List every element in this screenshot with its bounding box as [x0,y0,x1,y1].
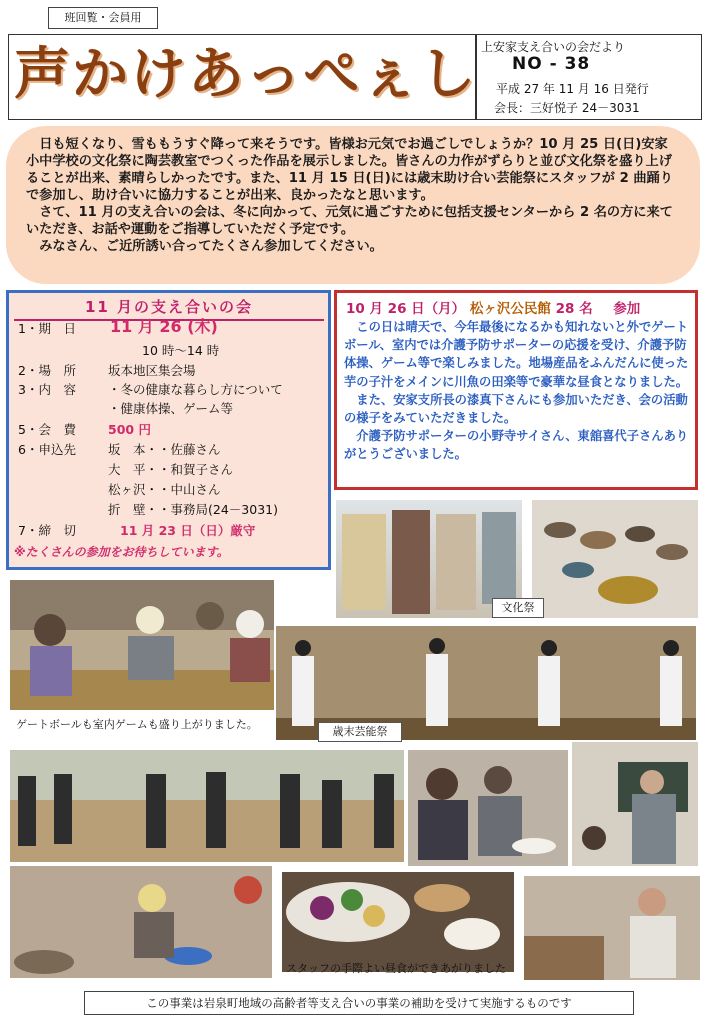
meeting-title: 11 月の支え合いの会 [14,296,324,321]
gateball-illustration [10,750,404,862]
report-paragraph-1: この日は晴天で、今年最後になるかも知れないと外でゲートボール、室内では介護予防サポーターの応援を受け、介護予防体操、ゲーム等で楽しみました。地場産品をふんだんに使った芋の子汁をメインに川魚の田楽等で豪華な昼食となりました。 [344,320,689,389]
label-culture-festival: 文化祭 [492,598,544,618]
intro-paragraph-1: 日も短くなり、雪ももうすぐ降って来そうです。皆様お元気でお過ごしでしょうか？10 月 25 日(日)安家小中学校の文化祭に陶芸教室でつくった作品を展示しました。皆さんの力作がずらりと並び文化祭を盛り上げることが出来、素晴らしかったです。また、11 月 15 日(日)には歳末助け合い芸能祭にスタッフが 2 曲踊りで参加し、助け合いに協力することが出来、良かったなと思います。 [26,137,673,203]
speaker-illustration [572,742,698,866]
pottery-illustration [532,500,698,618]
culture-festival-pottery-photo [532,500,698,618]
kitchen-staff-photo [524,876,700,980]
footer-funding-notice: この事業は岩泉町地域の高齢者等支え合いの事業の補助を受けて実施するものです [84,991,634,1015]
kitchen-staff-illustration [524,876,700,980]
report-paragraph-3: 介護予防サポーターの小野寺サイさん、東舘喜代子さんありがとうございました。 [344,429,689,462]
issue-date: 平成 27 年 11 月 16 日発行 [496,82,649,96]
newsletter-title: 声かけあっぺぇし [14,42,478,107]
report-body [344,318,692,464]
circulation-tag: 班回覧・会員用 [48,7,158,29]
caption-lunch: スタッフの手際よい昼食ができあがりました [286,962,506,975]
cooking-illustration [10,866,272,978]
report-heading [346,297,640,317]
meeting-apply-2: 大 平・・和賀子さん [108,462,234,477]
report-date: 10 月 26 日（月） [346,301,466,317]
lunch-spread-illustration [282,872,514,972]
meeting-content-label: 3・内 容 [18,382,76,397]
cooking-photo [10,866,272,978]
intro-message [6,126,700,284]
lunch-eating-illustration [408,750,568,866]
intro-paragraph-2: さて、11 月の支え合いの会は、冬に向かって、元気に過ごすために包括支援センターから 2 名の方に来ていただき、お話や運動をご指導していただく予定です。 [26,205,673,237]
speaker-photo [572,742,698,866]
label-year-end-festival: 歳末芸能祭 [318,722,402,742]
organization-name: 上安家支え合いの会だより [481,40,626,54]
indoor-game-photo [10,580,274,710]
report-place: 松ヶ沢公民館 [469,301,551,317]
meeting-content-2: ・健康体操、ゲーム等 [108,401,234,416]
meeting-deadline-label: 7・締 切 [18,523,76,538]
lunch-eating-photo [408,750,568,866]
meeting-apply-4: 折 壁・・事務局(24－3031) [108,502,278,517]
caption-gateball: ゲートボールも室内ゲームも盛り上がりました。 [16,718,258,731]
meeting-date-label: 1・期 日 [18,321,76,336]
meeting-apply-1: 坂 本・・佐藤さん [108,442,221,457]
intro-paragraph-3: みなさん、ご近所誘い合ってたくさん参加してください。 [39,239,383,254]
meeting-content-1: ・冬の健康な暮らし方について [108,382,283,397]
meeting-time: 10 時～14 時 [142,343,220,358]
lunch-spread-photo [282,872,514,972]
report-suffix: 参加 [613,301,641,317]
meeting-fee: 500 円 [108,422,151,437]
meeting-note: ※たくさんの参加をお待ちしています。 [14,545,229,559]
meeting-place: 坂本地区集会場 [108,363,196,378]
report-paragraph-2: また、安家支所長の漆真下さんにも参加いただき、会の活動の様子をみていただきました。 [344,392,688,426]
meeting-deadline: 11 月 23 日（日）厳守 [120,523,256,538]
meeting-fee-label: 5・会 費 [18,422,76,437]
issue-number: NO ‐ 38 [512,54,591,74]
report-count: 28 名 [555,301,593,317]
meeting-date: 11 月 26 (木) [110,317,218,336]
meeting-place-label: 2・場 所 [18,363,76,378]
gateball-photo [10,750,404,862]
meeting-apply-3: 松ヶ沢・・中山さん [108,482,221,497]
indoor-game-illustration [10,580,274,710]
chairperson: 会長：三好悦子 24－3031 [494,101,640,115]
meeting-apply-label: 6・申込先 [18,442,76,457]
